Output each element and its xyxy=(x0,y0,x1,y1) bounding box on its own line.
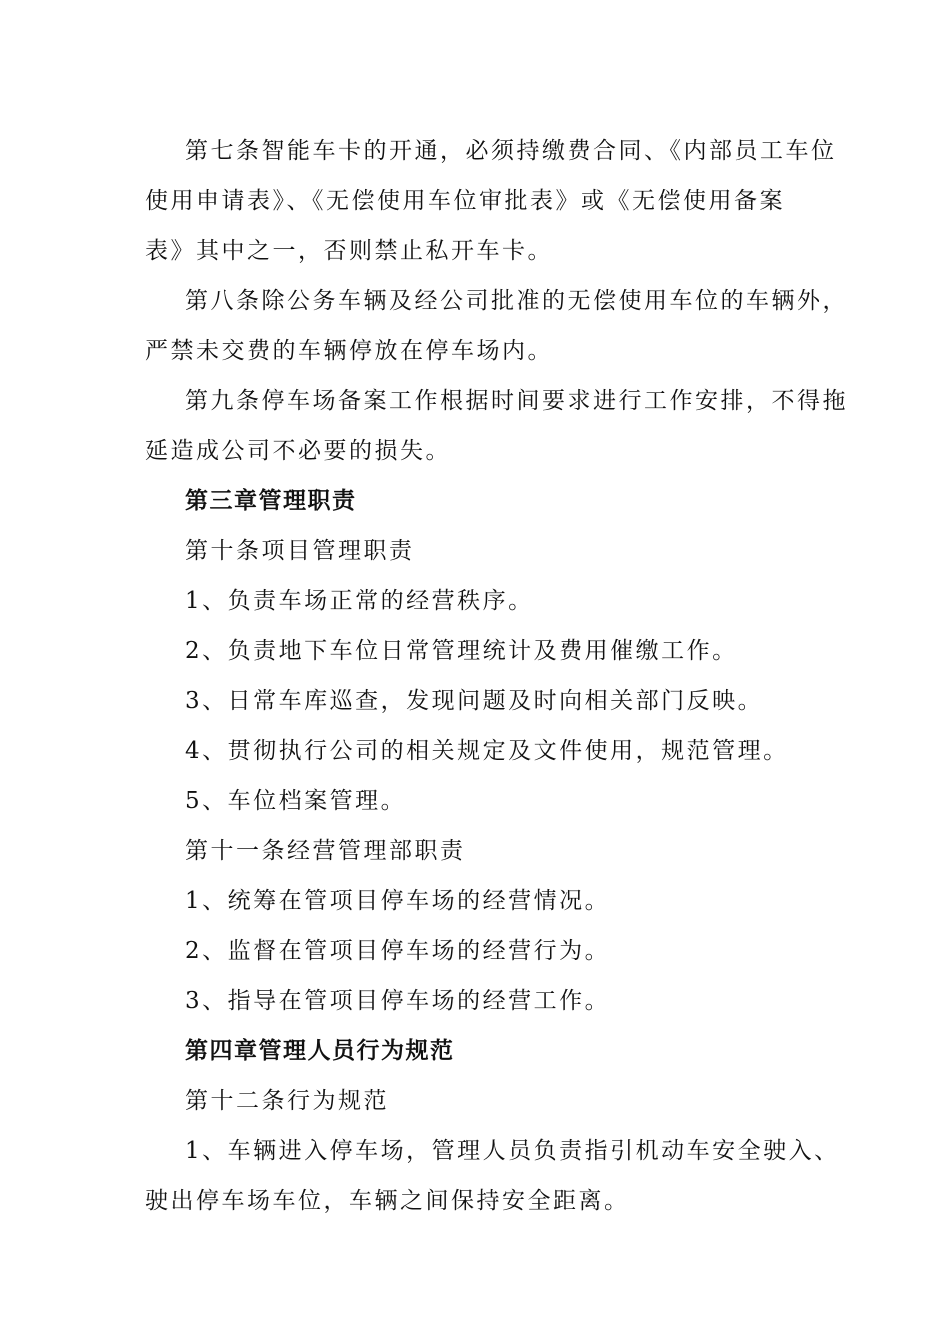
article-8-line-2: 严禁未交费的车辆停放在停车场内。 xyxy=(145,338,553,364)
list-item: 2、监督在管项目停车场的经营行为。 xyxy=(185,938,611,964)
article-7-line-1: 第七条智能车卡的开通，必须持缴费合同、《内部员工车位 xyxy=(185,138,837,164)
list-item: 3、日常车库巡查，发现问题及时向相关部门反映。 xyxy=(185,688,764,714)
article-9-line-1: 第九条停车场备案工作根据时间要求进行工作安排，不得拖 xyxy=(185,388,848,414)
list-item: 1、车辆进入停车场，管理人员负责指引机动车安全驶入、 xyxy=(185,1138,840,1164)
chapter-3-heading: 第三章管理职责 xyxy=(185,487,357,514)
article-7-line-3: 表》其中之一，否则禁止私开车卡。 xyxy=(145,238,553,264)
list-item: 4、贯彻执行公司的相关规定及文件使用，规范管理。 xyxy=(185,738,789,764)
list-item-continuation: 驶出停车场车位，车辆之间保持安全距离。 xyxy=(145,1188,630,1214)
article-12-heading: 第十二条行为规范 xyxy=(185,1088,389,1114)
list-item: 3、指导在管项目停车场的经营工作。 xyxy=(185,988,611,1014)
chapter-4-heading: 第四章管理人员行为规范 xyxy=(185,1037,455,1064)
article-10-heading: 第十条项目管理职责 xyxy=(185,538,415,564)
list-item: 1、负责车场正常的经营秩序。 xyxy=(185,588,534,614)
list-item: 5、车位档案管理。 xyxy=(185,788,407,814)
article-11-heading: 第十一条经营管理部职责 xyxy=(185,838,466,864)
article-7-line-2: 使用申请表》、《无偿使用车位审批表》或《无偿使用备案 xyxy=(145,188,785,214)
article-8-line-1: 第八条除公务车辆及经公司批准的无偿使用车位的车辆外， xyxy=(185,288,848,314)
list-item: 1、统筹在管项目停车场的经营情况。 xyxy=(185,888,611,914)
article-9-line-2: 延造成公司不必要的损失。 xyxy=(145,438,451,464)
list-item: 2、负责地下车位日常管理统计及费用催缴工作。 xyxy=(185,638,738,664)
